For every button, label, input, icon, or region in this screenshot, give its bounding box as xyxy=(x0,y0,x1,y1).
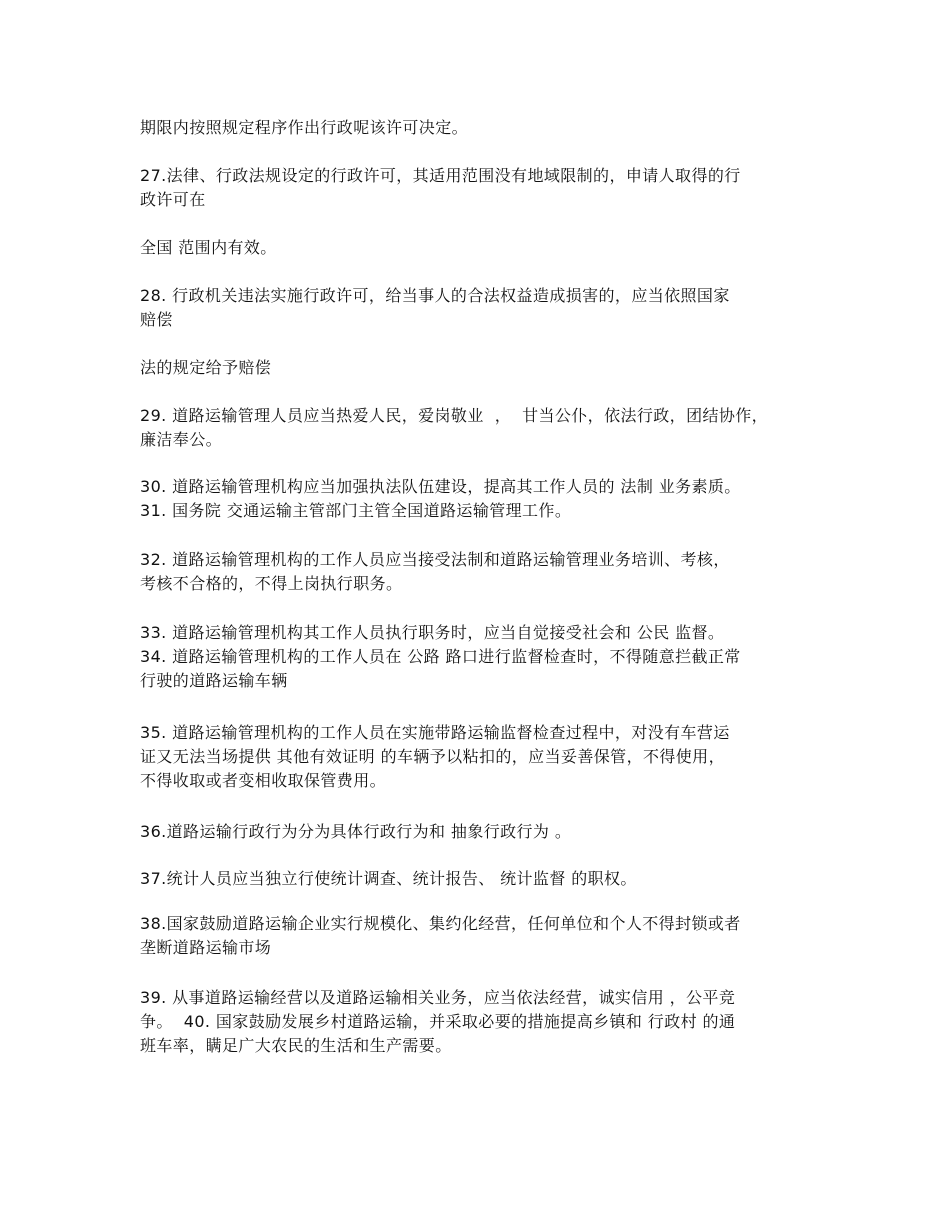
paragraph-30-31 xyxy=(140,475,840,523)
paragraph-line: 证又无法当场提供 其他有效证明 的车辆予以粘扣的，应当妥善保管，不得使用， xyxy=(140,747,725,766)
paragraph-line: 赔偿 xyxy=(140,310,173,329)
paragraph-38 xyxy=(140,912,840,960)
paragraph-line: 行驶的道路运输车辆 xyxy=(140,671,288,690)
paragraph-28 xyxy=(140,284,840,332)
paragraph-line: 35. 道路运输管理机构的工作人员在实施带路运输监督检查过程中，对没有车营运 xyxy=(140,723,730,742)
paragraph-line: 法的规定给予赔偿 xyxy=(140,358,272,377)
paragraph-line: 36.道路运输行政行为分为具体行政行为和 抽象行政行为 。 xyxy=(140,822,572,841)
paragraph-line: 33. 道路运输管理机构其工作人员执行职务时，应当自觉接受社会和 公民 监督。 xyxy=(140,623,725,642)
paragraph-35 xyxy=(140,721,840,793)
paragraph-line: 38.国家鼓励道路运输企业实行规模化、集约化经营，任何单位和个人不得封锁或者 xyxy=(140,914,741,933)
paragraph-line: 廉洁奉公。 xyxy=(140,430,223,449)
paragraph-line: 不得收取或者变相收取保管费用。 xyxy=(140,771,387,790)
paragraph-line: 32. 道路运输管理机构的工作人员应当接受法制和道路运输管理业务培训、考核， xyxy=(140,550,730,569)
paragraph-line: 37.统计人员应当独立行使统计调查、统计报告、 统计监督 的职权。 xyxy=(140,869,637,888)
paragraph-line: 31. 国务院 交通运输主管部门主管全国道路运输管理工作。 xyxy=(140,501,572,520)
paragraph-line: 班车率，瞒足广大农民的生活和生产需要。 xyxy=(140,1036,452,1055)
paragraph-line: 39. 从事道路运输经营以及道路运输相关业务，应当依法经营，诚实信用 ，公平竞 xyxy=(140,988,736,1007)
paragraph-line: 27.法律、行政法规设定的行政许可，其适用范围没有地域限制的，申请人取得的行 xyxy=(140,166,741,185)
paragraph-line: 期限内按照规定程序作出行政呢该许可决定。 xyxy=(140,118,469,137)
paragraph-39-40 xyxy=(140,986,840,1058)
paragraph-36 xyxy=(140,820,840,844)
paragraph-line: 政许可在 xyxy=(140,190,206,209)
paragraph-line: 34. 道路运输管理机构的工作人员在 公路 路口进行监督检查时，不得随意拦截正常 xyxy=(140,647,741,666)
paragraph-0 xyxy=(140,116,840,140)
paragraph-37 xyxy=(140,867,840,891)
paragraph-line: 考核不合格的，不得上岗执行职务。 xyxy=(140,574,403,593)
paragraph-line: 垄断道路运输市场 xyxy=(140,938,272,957)
paragraph-27-continued xyxy=(140,236,840,260)
paragraph-29 xyxy=(140,404,840,452)
paragraph-27 xyxy=(140,164,840,212)
paragraph-33-34 xyxy=(140,621,840,693)
paragraph-line: 争。 40. 国家鼓励发展乡村道路运输，并采取必要的措施提高乡镇和 行政村 的通 xyxy=(140,1012,736,1031)
paragraph-line: 全国 范围内有效。 xyxy=(140,238,277,257)
paragraph-line: 29. 道路运输管理人员应当热爱人民，爱岗敬业 ， 甘当公仆，依法行政，团结协作， xyxy=(140,406,769,425)
paragraph-line: 30. 道路运输管理机构应当加强执法队伍建设，提高其工作人员的 法制 业务素质。 xyxy=(140,477,741,496)
paragraph-28-continued xyxy=(140,356,840,380)
paragraph-32 xyxy=(140,548,840,596)
paragraph-line: 28. 行政机关违法实施行政许可，给当事人的合法权益造成损害的，应当依照国家 xyxy=(140,286,730,305)
